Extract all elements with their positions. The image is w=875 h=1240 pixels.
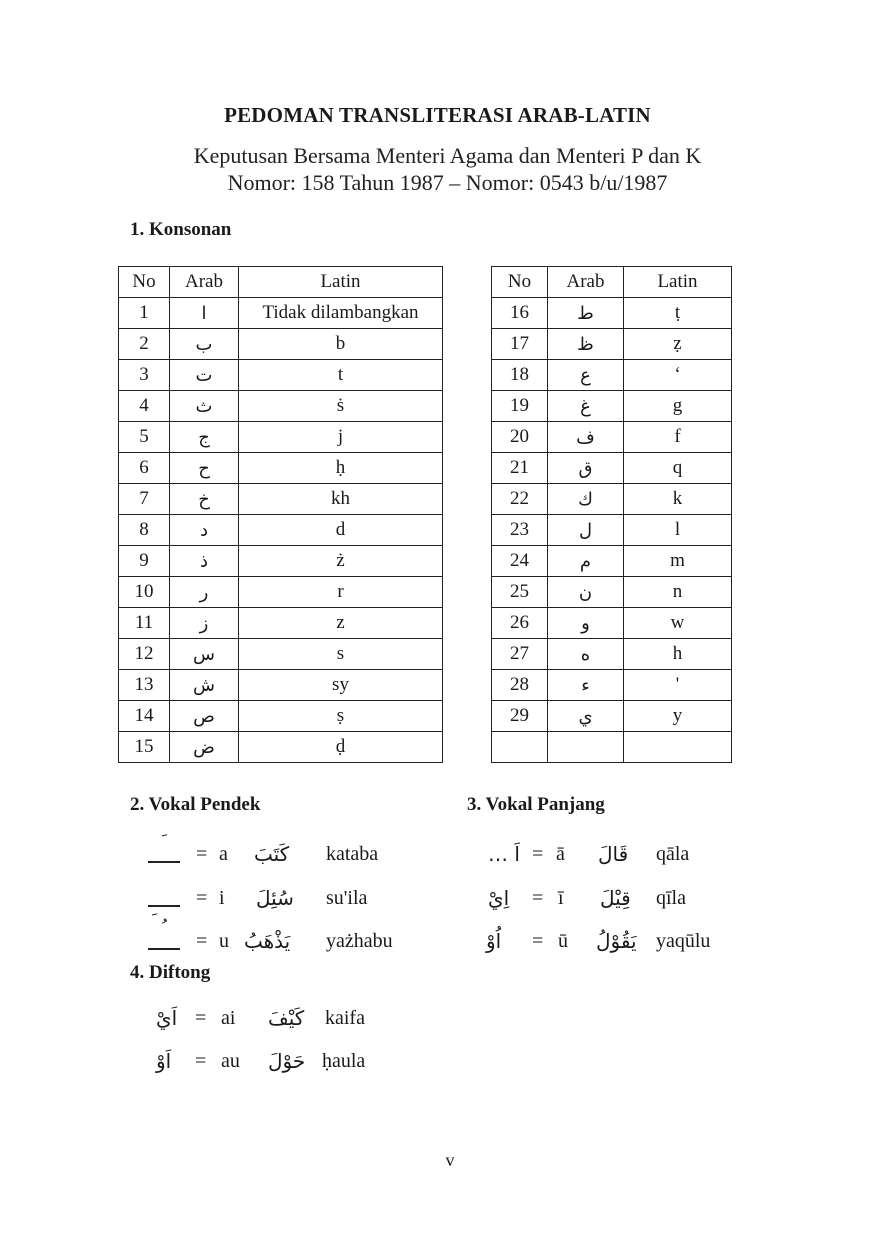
cell-no: 10 xyxy=(119,577,170,608)
cell-latin: m xyxy=(624,546,732,577)
cell-arab: ط xyxy=(548,298,624,329)
table-row xyxy=(492,298,732,329)
cell-arab: ي xyxy=(548,701,624,732)
section-heading-konsonan: 1. Konsonan xyxy=(130,219,232,240)
table-row xyxy=(492,360,732,391)
cell-latin: ḍ xyxy=(239,732,443,763)
long-vowel-symbol: اَ … xyxy=(488,842,520,866)
cell-no: 18 xyxy=(492,360,548,391)
latin-example: su'ila xyxy=(326,887,368,909)
cell-arab: ت xyxy=(170,360,239,391)
cell-no: 15 xyxy=(119,732,170,763)
konsonan-table-right xyxy=(491,266,732,763)
subtitle-line-1: Keputusan Bersama Menteri Agama dan Menteri P dan K xyxy=(193,143,702,168)
equals-sign: = xyxy=(196,930,208,952)
cell-arab: م xyxy=(548,546,624,577)
header-no: No xyxy=(119,267,170,298)
latin-example: yażhabu xyxy=(326,930,393,952)
latin-example: yaqūlu xyxy=(656,930,711,952)
header-no: No xyxy=(492,267,548,298)
vowel-sound: ā xyxy=(556,843,565,865)
table-row xyxy=(492,577,732,608)
table-row xyxy=(119,515,443,546)
arabic-example: حَوْلَ xyxy=(268,1049,306,1073)
table-row xyxy=(119,453,443,484)
cell-latin: r xyxy=(239,577,443,608)
table-row xyxy=(119,670,443,701)
equals-sign: = xyxy=(532,930,544,952)
cell-arab: خ xyxy=(170,484,239,515)
table-row xyxy=(119,298,443,329)
cell-arab: ر xyxy=(170,577,239,608)
cell-no: 19 xyxy=(492,391,548,422)
table-row xyxy=(119,546,443,577)
page-title: PEDOMAN TRANSLITERASI ARAB-LATIN xyxy=(224,103,651,127)
table-row xyxy=(119,360,443,391)
cell-no: 3 xyxy=(119,360,170,391)
cell-no xyxy=(492,732,548,763)
table-row xyxy=(119,422,443,453)
vokal-panjang-row xyxy=(0,927,760,955)
equals-sign: = xyxy=(195,1007,207,1029)
cell-arab: ل xyxy=(548,515,624,546)
arabic-example: قَالَ xyxy=(598,842,629,866)
cell-latin: t xyxy=(239,360,443,391)
cell-no: 6 xyxy=(119,453,170,484)
cell-no: 7 xyxy=(119,484,170,515)
cell-no: 11 xyxy=(119,608,170,639)
table-row xyxy=(492,329,732,360)
table-row xyxy=(492,484,732,515)
cell-arab: ه xyxy=(548,639,624,670)
cell-latin: l xyxy=(624,515,732,546)
cell-latin: ṡ xyxy=(239,391,443,422)
latin-example: kataba xyxy=(326,843,379,865)
cell-latin: b xyxy=(239,329,443,360)
cell-latin: kh xyxy=(239,484,443,515)
subtitle-line-2: Nomor: 158 Tahun 1987 – Nomor: 0543 b/u/1987 xyxy=(227,170,668,195)
table-row xyxy=(492,546,732,577)
cell-no: 2 xyxy=(119,329,170,360)
table-row xyxy=(119,391,443,422)
vowel-sound: i xyxy=(219,887,225,909)
table-row xyxy=(492,453,732,484)
cell-no: 21 xyxy=(492,453,548,484)
cell-latin: z xyxy=(239,608,443,639)
table-row xyxy=(492,391,732,422)
cell-latin: g xyxy=(624,391,732,422)
header-latin: Latin xyxy=(624,267,732,298)
cell-no: 27 xyxy=(492,639,548,670)
cell-arab: ج xyxy=(170,422,239,453)
header-arab: Arab xyxy=(548,267,624,298)
table-row xyxy=(492,608,732,639)
cell-no: 22 xyxy=(492,484,548,515)
table-header-row xyxy=(119,267,443,298)
cell-latin: ṣ xyxy=(239,701,443,732)
cell-latin: d xyxy=(239,515,443,546)
arabic-example: كَيْفَ xyxy=(268,1006,305,1030)
table-row xyxy=(119,732,443,763)
cell-latin: h xyxy=(624,639,732,670)
equals-sign: = xyxy=(195,1050,207,1072)
latin-example: ḥaula xyxy=(322,1050,366,1072)
cell-no: 25 xyxy=(492,577,548,608)
vokal-panjang-row xyxy=(0,884,760,912)
cell-latin: y xyxy=(624,701,732,732)
table-header-row xyxy=(492,267,732,298)
diphthong-symbol: اَوْ xyxy=(156,1049,172,1073)
cell-no: 29 xyxy=(492,701,548,732)
arabic-example: يَقُوْلُ xyxy=(596,929,637,953)
cell-no: 20 xyxy=(492,422,548,453)
cell-arab: ص xyxy=(170,701,239,732)
arabic-example: قِيْلَ xyxy=(600,886,631,910)
cell-no: 26 xyxy=(492,608,548,639)
cell-arab: ء xyxy=(548,670,624,701)
table-row xyxy=(492,701,732,732)
cell-arab: ش xyxy=(170,670,239,701)
cell-latin: ḥ xyxy=(239,453,443,484)
cell-no: 9 xyxy=(119,546,170,577)
cell-arab xyxy=(548,732,624,763)
cell-latin: Tidak dilambangkan xyxy=(239,298,443,329)
cell-arab: ب xyxy=(170,329,239,360)
cell-no: 14 xyxy=(119,701,170,732)
cell-no: 17 xyxy=(492,329,548,360)
latin-example: qīla xyxy=(656,887,686,909)
cell-latin: w xyxy=(624,608,732,639)
cell-latin: j xyxy=(239,422,443,453)
vowel-sound: ī xyxy=(558,887,564,909)
cell-arab: ظ xyxy=(548,329,624,360)
arabic-example: يَذْهَبُ xyxy=(244,929,291,953)
diftong-row xyxy=(0,1004,440,1032)
diftong-row xyxy=(0,1047,440,1075)
cell-arab: د xyxy=(170,515,239,546)
cell-latin: ż xyxy=(239,546,443,577)
cell-arab: ض xyxy=(170,732,239,763)
cell-no: 1 xyxy=(119,298,170,329)
cell-no: 16 xyxy=(492,298,548,329)
diphthong-sound: au xyxy=(221,1050,240,1072)
cell-arab: ع xyxy=(548,360,624,391)
cell-latin: sy xyxy=(239,670,443,701)
cell-latin: ‘ xyxy=(624,360,732,391)
cell-no: 13 xyxy=(119,670,170,701)
diphthong-sound: ai xyxy=(221,1007,236,1029)
cell-arab: ق xyxy=(548,453,624,484)
table-row xyxy=(492,670,732,701)
table-row xyxy=(119,329,443,360)
section-heading-vokal-panjang: 3. Vokal Panjang xyxy=(467,794,605,815)
cell-no: 5 xyxy=(119,422,170,453)
page-number: v xyxy=(445,1150,455,1170)
cell-arab: ذ xyxy=(170,546,239,577)
cell-no: 12 xyxy=(119,639,170,670)
cell-latin xyxy=(624,732,732,763)
cell-arab: س xyxy=(170,639,239,670)
cell-arab: ا xyxy=(170,298,239,329)
table-row-empty xyxy=(492,732,732,763)
long-vowel-symbol: اُوْ xyxy=(486,929,502,953)
vowel-sound: a xyxy=(219,843,228,865)
cell-arab: ن xyxy=(548,577,624,608)
cell-latin: f xyxy=(624,422,732,453)
header-latin: Latin xyxy=(239,267,443,298)
cell-arab: و xyxy=(548,608,624,639)
cell-latin: n xyxy=(624,577,732,608)
table-row xyxy=(119,484,443,515)
konsonan-table-left xyxy=(118,266,443,763)
long-vowel-symbol: اِيْ xyxy=(488,886,510,910)
cell-arab: ح xyxy=(170,453,239,484)
cell-latin: k xyxy=(624,484,732,515)
cell-latin: s xyxy=(239,639,443,670)
latin-example: kaifa xyxy=(325,1007,365,1029)
diphthong-symbol: اَيْ xyxy=(156,1006,178,1030)
table-row xyxy=(492,515,732,546)
table-row xyxy=(119,701,443,732)
cell-no: 8 xyxy=(119,515,170,546)
equals-sign: = xyxy=(532,843,544,865)
table-row xyxy=(119,639,443,670)
equals-sign: = xyxy=(196,887,208,909)
arabic-example: سُئِلَ xyxy=(256,886,294,910)
latin-example: qāla xyxy=(656,843,690,865)
table-row xyxy=(492,422,732,453)
table-row xyxy=(492,639,732,670)
cell-no: 28 xyxy=(492,670,548,701)
vowel-sound: ū xyxy=(558,930,568,952)
cell-latin: ' xyxy=(624,670,732,701)
arabic-example: كَتَبَ xyxy=(254,842,290,866)
cell-latin: q xyxy=(624,453,732,484)
cell-no: 24 xyxy=(492,546,548,577)
cell-arab: غ xyxy=(548,391,624,422)
vokal-panjang-row xyxy=(0,840,760,868)
cell-no: 23 xyxy=(492,515,548,546)
cell-arab: ث xyxy=(170,391,239,422)
section-heading-vokal-pendek: 2. Vokal Pendek xyxy=(130,794,261,815)
vowel-sound: u xyxy=(219,930,229,952)
section-heading-diftong: 4. Diftong xyxy=(130,962,211,983)
table-row xyxy=(119,577,443,608)
cell-no: 4 xyxy=(119,391,170,422)
cell-latin: ẓ xyxy=(624,329,732,360)
equals-sign: = xyxy=(196,843,208,865)
header-arab: Arab xyxy=(170,267,239,298)
cell-arab: ف xyxy=(548,422,624,453)
cell-latin: ṭ xyxy=(624,298,732,329)
table-row xyxy=(119,608,443,639)
cell-arab: ك xyxy=(548,484,624,515)
equals-sign: = xyxy=(532,887,544,909)
cell-arab: ز xyxy=(170,608,239,639)
